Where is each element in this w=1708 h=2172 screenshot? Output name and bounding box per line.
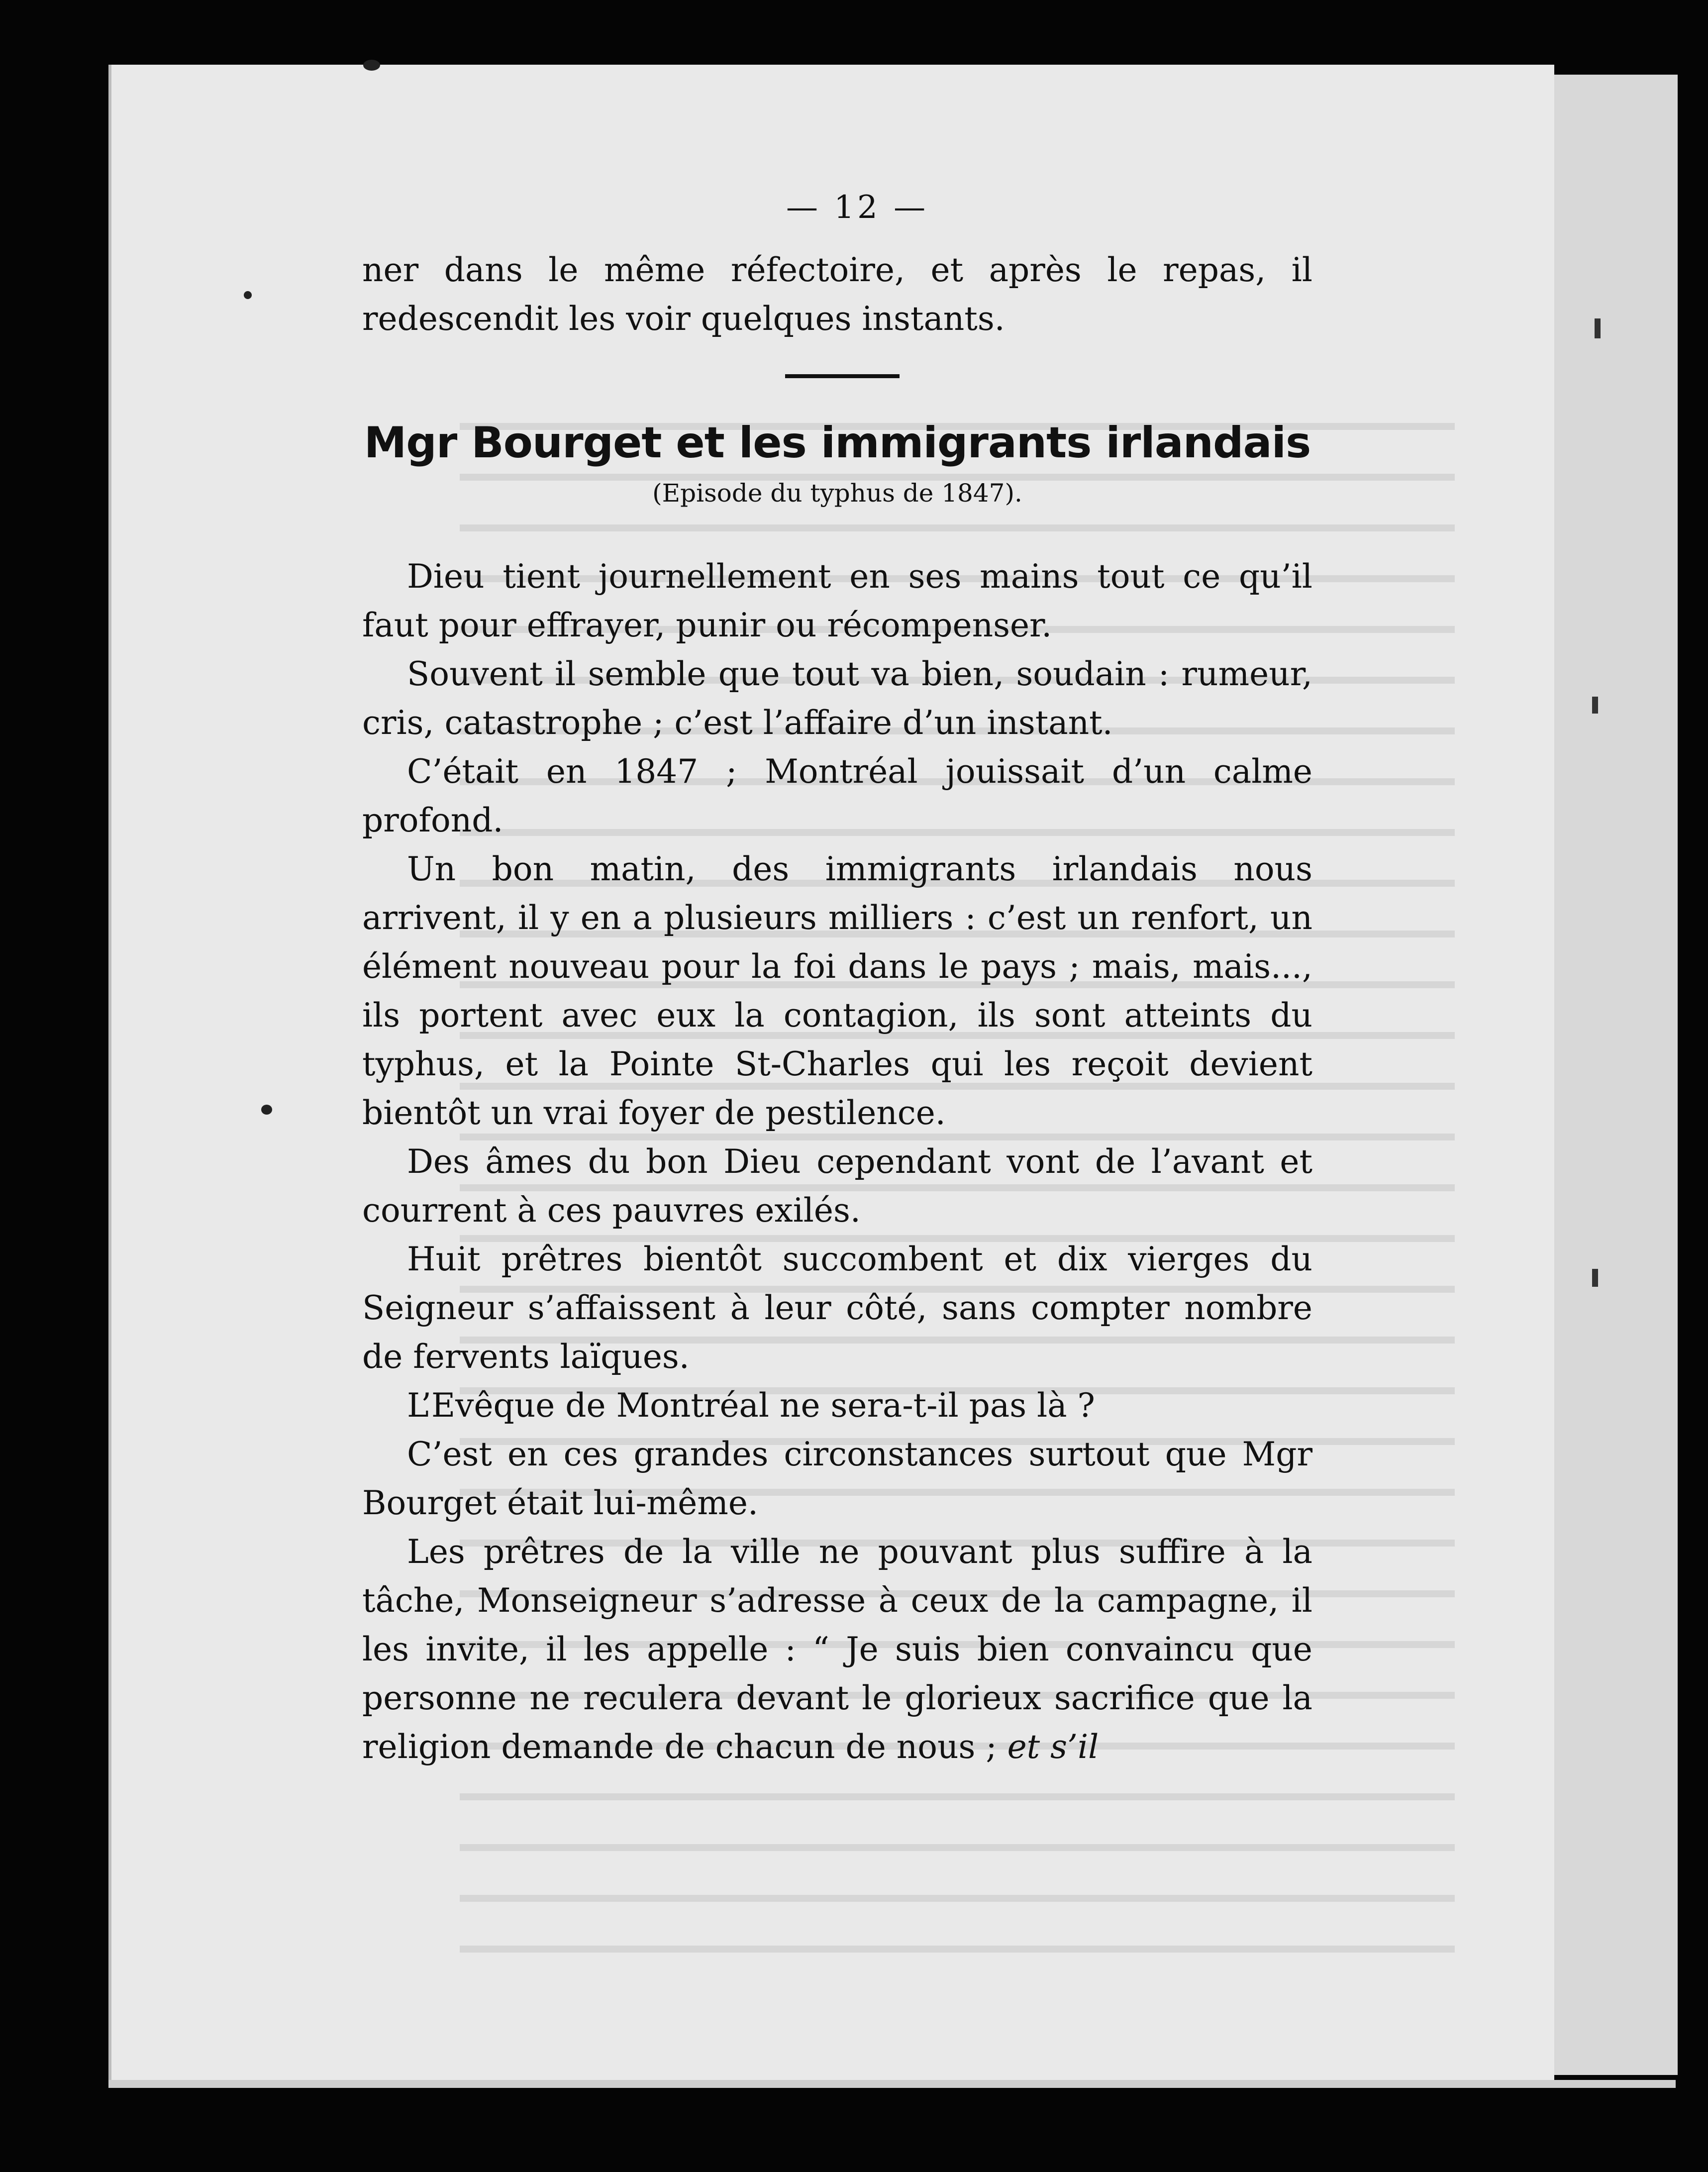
- article-title: Mgr Bourget et les immigrants irlandais: [364, 418, 1311, 468]
- article-paragraph-last: [362, 1528, 1312, 1771]
- ink-speck: [363, 60, 380, 71]
- ink-speck: [261, 1105, 272, 1115]
- article-paragraph: L’Evêque de Montréal ne sera-t-il pas là ?: [407, 1386, 1095, 1425]
- article-subtitle: (Episode du typhus de 1847).: [652, 479, 1022, 508]
- article-paragraph: Des âmes du bon Dieu cependant vont de l’avant et courrent à ces pauvres exilés.: [362, 1142, 1312, 1230]
- article-paragraph: C’était en 1847 ; Montréal jouissait d’un calme profond.: [362, 752, 1312, 839]
- article-paragraph: Souvent il semble que tout va bien, soudain : rumeur, cris, catastrophe ; c’est l’affaire d’un instant.: [362, 655, 1312, 742]
- italic-continuation: et s’il: [1007, 1728, 1099, 1766]
- article-paragraph: C’est en ces grandes circonstances surtout que Mgr Bourget était lui-même.: [362, 1435, 1312, 1522]
- article-paragraph: Un bon matin, des immigrants irlandais nous arrivent, il y en a plusieurs milliers : c’est un renfort, un élément nouveau pour la foi dans le pays ; mais, mais..., ils portent avec eux la contagion, ils sont atteints du typhus, et la Pointe St-Charles qui les reçoit devient bientôt un vrai foyer de pestilence.: [362, 850, 1312, 1132]
- page-number: — 12 —: [786, 189, 929, 226]
- section-separator: [785, 374, 900, 378]
- page-bottom-edge: [108, 2080, 1676, 2088]
- article-paragraph-text: Les prêtres de la ville ne pouvant plus suffire à la tâche, Monseigneur s’adresse à ceux de la campagne, il les invite, il les appelle : “ Je suis bien convaincu que personne ne reculera devant le glorieux sacrifice que la religion demande de chacun de nous ;: [362, 1533, 1312, 1766]
- continuation-paragraph: ner dans le même réfectoire, et après le repas, il redescendit les voir quelques instants.: [362, 251, 1312, 338]
- facing-page-edge: [1551, 75, 1678, 2075]
- edge-mark: [1592, 697, 1598, 714]
- article-paragraph: Huit prêtres bientôt succombent et dix vierges du Seigneur s’affaissent à leur côté, sans compter nombre de fervents laïques.: [362, 1240, 1312, 1376]
- page-content: [362, 189, 1312, 1771]
- edge-mark: [1595, 318, 1601, 338]
- article-paragraph: Dieu tient journellement en ses mains tout ce qu’il faut pour effrayer, punir ou récompenser.: [362, 557, 1312, 644]
- ink-speck: [244, 291, 252, 299]
- edge-mark: [1592, 1269, 1598, 1287]
